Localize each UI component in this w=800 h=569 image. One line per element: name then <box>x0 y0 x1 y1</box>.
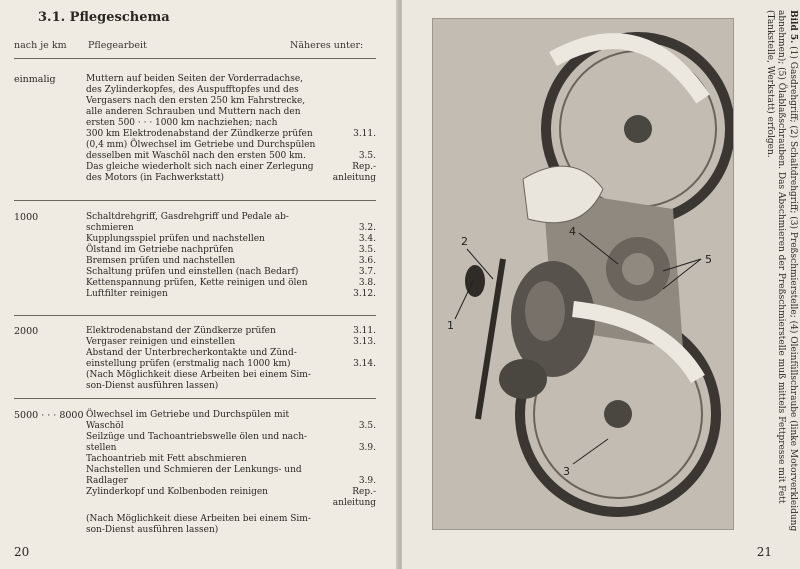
task-text: Nachstellen und Schmieren der Lenkungs- und <box>86 465 302 475</box>
task-text: (Nach Möglichkeit diese Arbeiten bei einem Sim- <box>86 370 311 380</box>
task-text: Radlager <box>86 476 128 486</box>
task-row <box>86 289 376 300</box>
task-ref: 3.2. <box>358 223 376 233</box>
task-row <box>86 381 376 392</box>
task-row <box>86 245 376 256</box>
task-row <box>86 432 376 443</box>
task-row <box>86 151 376 162</box>
table-rule <box>14 315 376 316</box>
task-row <box>86 140 376 151</box>
left-page <box>0 0 398 569</box>
task-text: Abstand der Unterbrecherkontakte und Zünd- <box>86 348 297 358</box>
task-row <box>86 267 376 278</box>
task-text: einstellung prüfen (erstmalig nach 1000 km) <box>86 359 291 369</box>
task-row <box>86 234 376 245</box>
task-ref: 3.4. <box>358 234 376 244</box>
task-row <box>86 223 376 234</box>
task-row <box>86 421 376 432</box>
task-row <box>86 454 376 465</box>
task-row <box>86 487 376 498</box>
task-text: Kettenspannung prüfen, Kette reinigen und ölen <box>86 278 308 288</box>
right-page <box>402 0 800 569</box>
task-row <box>86 96 376 107</box>
column-header-reference: Näheres unter: <box>290 40 364 51</box>
task-row <box>86 107 376 118</box>
task-ref: 3.8. <box>358 278 376 288</box>
task-text: ersten 500 · · · 1000 km nachziehen; nach <box>86 118 278 128</box>
task-ref: 3.9. <box>358 476 376 486</box>
task-row <box>86 85 376 96</box>
task-text: des Zylinderkopfes, des Auspufftopfes und des <box>86 85 299 95</box>
task-text: Bremsen prüfen und nachstellen <box>86 256 236 266</box>
task-row <box>86 173 376 184</box>
task-ref: 3.11. <box>353 129 376 139</box>
task-ref: Rep.- <box>352 487 376 497</box>
task-row <box>86 278 376 289</box>
task-text: Elektrodenabstand der Zündkerze prüfen <box>86 326 276 336</box>
task-text: des Motors (in Fachwerkstatt) <box>86 173 225 183</box>
task-text: (0,4 mm) Ölwechsel im Getriebe und Durchspülen <box>86 140 316 150</box>
task-row <box>86 443 376 454</box>
task-text: Zylinderkopf und Kolbenboden reinigen <box>86 487 268 497</box>
task-row <box>86 514 376 525</box>
task-text: Vergasers nach den ersten 250 km Fahrstrecke, <box>86 96 306 106</box>
interval-label: 1000 <box>14 212 39 223</box>
page-number: 21 <box>756 545 772 559</box>
task-text: Schaltdrehgriff, Gasdrehgriff und Pedale ab- <box>86 212 289 222</box>
task-text: (Nach Möglichkeit diese Arbeiten bei einem Sim- <box>86 514 311 524</box>
task-text: Tachoantrieb mit Fett abschmieren <box>86 454 247 464</box>
task-text: 300 km Elektrodenabstand der Zündkerze prüfen <box>86 129 313 139</box>
task-row <box>86 212 376 223</box>
task-text: Vergaser reinigen und einstellen <box>86 337 236 347</box>
task-ref: 3.5. <box>358 151 376 161</box>
caption-text: (1) Gasdrehgriff; (2) Schaltdrehgriff; (3) Preßschmierstelle; (4) Öleinfüllschraube (linke Motorverkleidung abnehmen); (5) Ölablaßschrauben. Das Abschmieren der Preßschmierstelle muß mittels Fettpresse mit Fett (Tankstelle, Werkstatt) erfolgen. <box>765 10 798 532</box>
task-row <box>86 337 376 348</box>
task-text: alle anderen Schrauben und Muttern nach den <box>86 107 301 117</box>
task-text: son-Dienst ausführen lassen) <box>86 381 219 391</box>
figure-caption-wrap <box>738 10 798 540</box>
task-ref: 3.7. <box>358 267 376 277</box>
task-row <box>86 129 376 140</box>
task-ref: 3.5. <box>358 421 376 431</box>
task-text: son-Dienst ausführen lassen) <box>86 525 219 535</box>
task-text: Seilzüge und Tachoantriebswelle ölen und nach- <box>86 432 308 442</box>
callout-1: 1 <box>447 319 454 332</box>
caption-label: Bild 5. <box>788 10 798 44</box>
task-row <box>86 370 376 381</box>
task-text: Luftfilter reinigen <box>86 289 168 299</box>
moped-illustration <box>433 19 733 529</box>
task-text: stellen <box>86 443 117 453</box>
callout-2: 2 <box>461 235 468 248</box>
task-ref: 3.12. <box>353 289 376 299</box>
callout-4: 4 <box>569 225 576 238</box>
table-rule <box>14 398 376 399</box>
task-ref: Rep.- <box>352 162 376 172</box>
interval-label: einmalig <box>14 74 56 85</box>
task-text: desselben mit Waschöl nach den ersten 500 km. <box>86 151 306 161</box>
task-row <box>86 256 376 267</box>
task-text: Das gleiche wiederholt sich nach einer Zerlegung <box>86 162 314 172</box>
task-ref: 3.11. <box>353 326 376 336</box>
task-row <box>86 74 376 85</box>
interval-label: 2000 <box>14 326 39 337</box>
callout-3: 3 <box>563 465 570 478</box>
task-row <box>86 326 376 337</box>
column-header-task: Pflegearbeit <box>88 40 147 51</box>
task-ref: anleitung <box>332 498 376 508</box>
task-row <box>86 348 376 359</box>
task-row <box>86 359 376 370</box>
page-number: 20 <box>14 545 30 559</box>
table-rule <box>14 200 376 201</box>
figure-caption <box>738 10 798 540</box>
task-ref: 3.5. <box>358 245 376 255</box>
task-row <box>86 410 376 421</box>
task-ref: 3.13. <box>353 337 376 347</box>
task-ref: 3.9. <box>358 443 376 453</box>
task-row <box>86 525 376 536</box>
task-row <box>86 118 376 129</box>
task-row <box>86 476 376 487</box>
task-row <box>86 498 376 509</box>
task-text: Schaltung prüfen und einstellen (nach Bedarf) <box>86 267 299 277</box>
task-ref: 3.6. <box>358 256 376 266</box>
task-ref: anleitung <box>332 173 376 183</box>
task-text: Kupplungsspiel prüfen und nachstellen <box>86 234 265 244</box>
task-ref: 3.14. <box>353 359 376 369</box>
callout-5: 5 <box>705 253 712 266</box>
task-text: Waschöl <box>86 421 124 431</box>
interval-label: 5000 · · · 8000 <box>14 410 84 421</box>
task-row <box>86 465 376 476</box>
column-header-km: nach je km <box>14 40 67 51</box>
task-text: Ölwechsel im Getriebe und Durchspülen mit <box>86 410 290 420</box>
section-title: 3.1. Pflegeschema <box>38 10 170 25</box>
task-text: Muttern auf beiden Seiten der Vorderradachse, <box>86 74 304 84</box>
table-rule <box>14 58 376 59</box>
task-text: schmieren <box>86 223 134 233</box>
task-text: Ölstand im Getriebe nachprüfen <box>86 245 234 255</box>
moped-photo <box>432 18 734 530</box>
task-row <box>86 162 376 173</box>
